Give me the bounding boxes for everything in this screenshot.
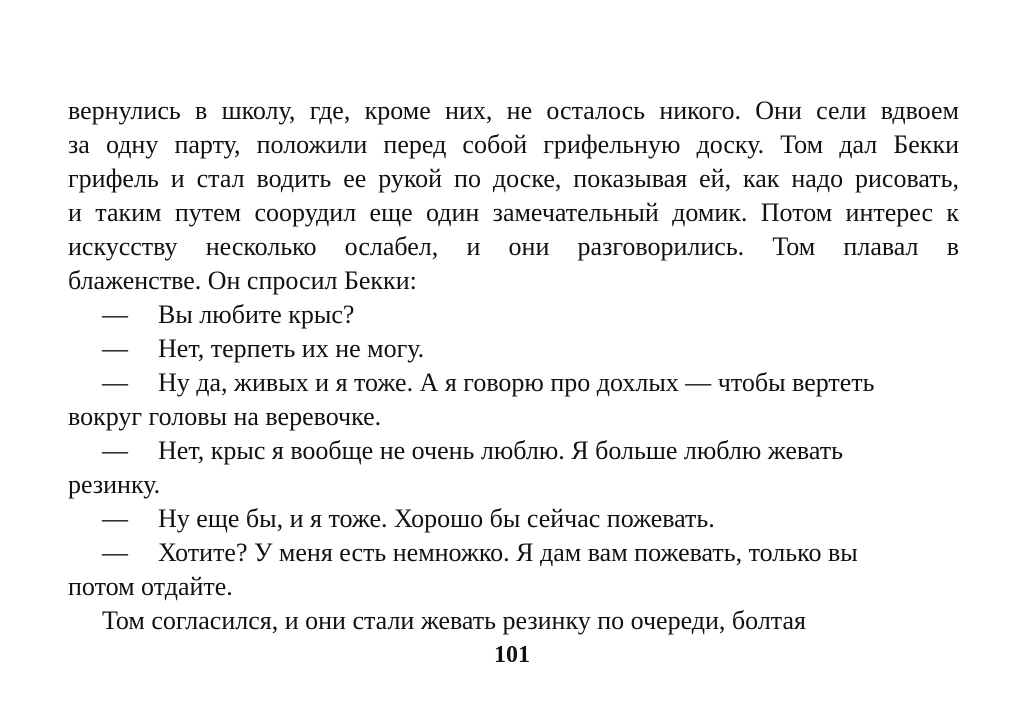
paragraph-line: вернулись в школу, где, кроме них, не осталось никого. Они сели вдвоем — [68, 96, 959, 125]
dialog-dash: — — [102, 436, 128, 465]
dialog-dash: — — [102, 300, 128, 329]
paragraph-line: Том согласился, и они стали жевать резинку по очереди, болтая — [102, 606, 806, 635]
paragraph-line: грифель и стал водить ее рукой по доске, показывая ей, как надо рисовать, — [68, 164, 959, 193]
dialog-dash: — — [102, 504, 128, 533]
dialog-line: Хотите? У меня есть немножко. Я дам вам пожевать, только вы — [158, 538, 858, 567]
dialog-continuation: вокруг головы на веревочке. — [68, 402, 382, 431]
dialog-line: Вы любите крыс? — [158, 300, 355, 329]
paragraph-line: за одну парту, положили перед собой грифельную доску. Том дал Бекки — [68, 130, 959, 159]
paragraph-line: и таким путем соорудил еще один замечательный домик. Потом интерес к — [68, 198, 959, 227]
dialog-line: Нет, терпеть их не могу. — [158, 334, 425, 363]
dialog-dash: — — [102, 334, 128, 363]
dialog-dash: — — [102, 538, 128, 567]
dialog-line: Ну еще бы, и я тоже. Хорошо бы сейчас пожевать. — [158, 504, 715, 533]
dialog-continuation: резинку. — [68, 470, 161, 499]
dialog-line: Нет, крыс я вообще не очень люблю. Я больше люблю жевать — [158, 436, 843, 465]
paragraph-line: искусству несколько ослабел, и они разговорились. Том плавал в — [68, 232, 959, 261]
dialog-line: Ну да, живых и я тоже. А я говорю про дохлых — чтобы вертеть — [158, 368, 875, 397]
dialog-continuation: потом отдайте. — [68, 572, 233, 601]
paragraph-line: блаженстве. Он спросил Бекки: — [68, 266, 417, 295]
dialog-dash: — — [102, 368, 128, 397]
page-number: 101 — [494, 642, 530, 668]
